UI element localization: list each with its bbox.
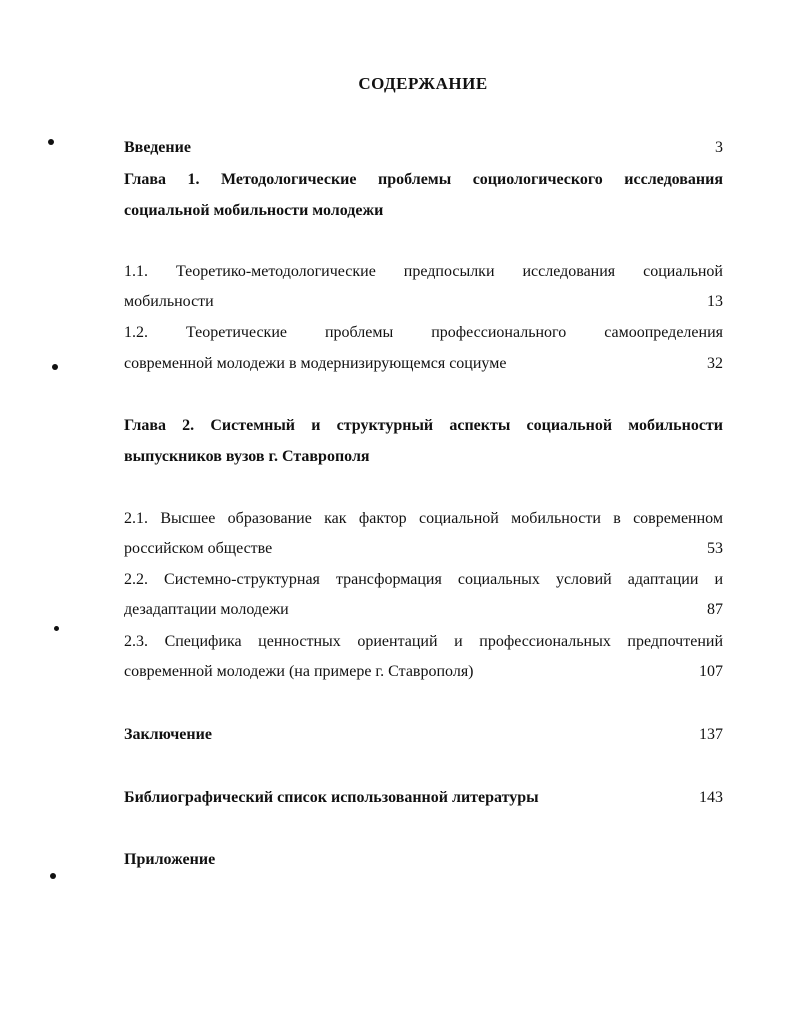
toc-intro-page: 3 xyxy=(715,139,723,156)
page-title: СОДЕРЖАНИЕ xyxy=(358,74,488,93)
toc-conclusion-label: Заключение xyxy=(124,726,212,743)
toc-section-2-3-line2 xyxy=(124,662,723,682)
toc-section-1-2-line1: 1.2. Теоретические проблемы профессионального самоопределения xyxy=(124,324,723,341)
toc-chapter1-line2: социальной мобильности молодежи xyxy=(124,202,384,219)
toc-section-1-1-line1: 1.1. Теоретико-методологические предпосылки исследования социальной xyxy=(124,263,723,280)
toc-section-1-1-page: 13 xyxy=(707,293,723,310)
toc-bibliography-page: 143 xyxy=(699,789,723,806)
toc-section-2-1-page: 53 xyxy=(707,540,723,557)
toc-entry-conclusion xyxy=(124,725,723,745)
scan-mark-dot xyxy=(50,873,56,879)
toc-conclusion-page: 137 xyxy=(699,726,723,743)
toc-chapter1-line1: Глава 1. Методологические проблемы социологического исследования xyxy=(124,171,723,188)
toc-section-2-1-line2 xyxy=(124,539,723,559)
scan-mark-dot xyxy=(48,139,54,145)
toc-section-2-2-label: дезадаптации молодежи xyxy=(124,601,289,618)
toc-section-1-1-line2 xyxy=(124,292,723,312)
scan-mark-dot xyxy=(52,364,58,370)
toc-chapter2-line2: выпускников вузов г. Ставрополя xyxy=(124,448,370,465)
toc-section-2-2-line1: 2.2. Системно-структурная трансформация социальных условий адаптации и xyxy=(124,571,723,588)
toc-bibliography-label: Библиографический список использованной литературы xyxy=(124,789,539,806)
toc-section-1-1-label: мобильности xyxy=(124,293,214,310)
toc-intro-label: Введение xyxy=(124,139,191,156)
toc-section-2-2-line2 xyxy=(124,600,723,620)
toc-section-2-1-label: российском обществе xyxy=(124,540,273,557)
toc-entry-bibliography xyxy=(124,788,723,808)
toc-entry-intro xyxy=(124,138,723,158)
toc-section-2-3-line1: 2.3. Специфика ценностных ориентаций и профессиональных предпочтений xyxy=(124,633,723,650)
toc-section-2-1-line1: 2.1. Высшее образование как фактор социальной мобильности в современном xyxy=(124,510,723,527)
toc-chapter2-line1: Глава 2. Системный и структурный аспекты социальной мобильности xyxy=(124,417,723,434)
scan-mark-dot xyxy=(54,626,59,631)
toc-section-2-3-label: современной молодежи (на примере г. Ставрополя) xyxy=(124,663,474,680)
toc-section-2-2-page: 87 xyxy=(707,601,723,618)
toc-section-1-2-page: 32 xyxy=(707,355,723,372)
toc-section-2-3-page: 107 xyxy=(699,663,723,680)
toc-section-1-2-label: современной молодежи в модернизирующемся социуме xyxy=(124,355,507,372)
toc-entry-appendix: Приложение xyxy=(124,851,216,868)
toc-section-1-2-line2 xyxy=(124,354,723,374)
